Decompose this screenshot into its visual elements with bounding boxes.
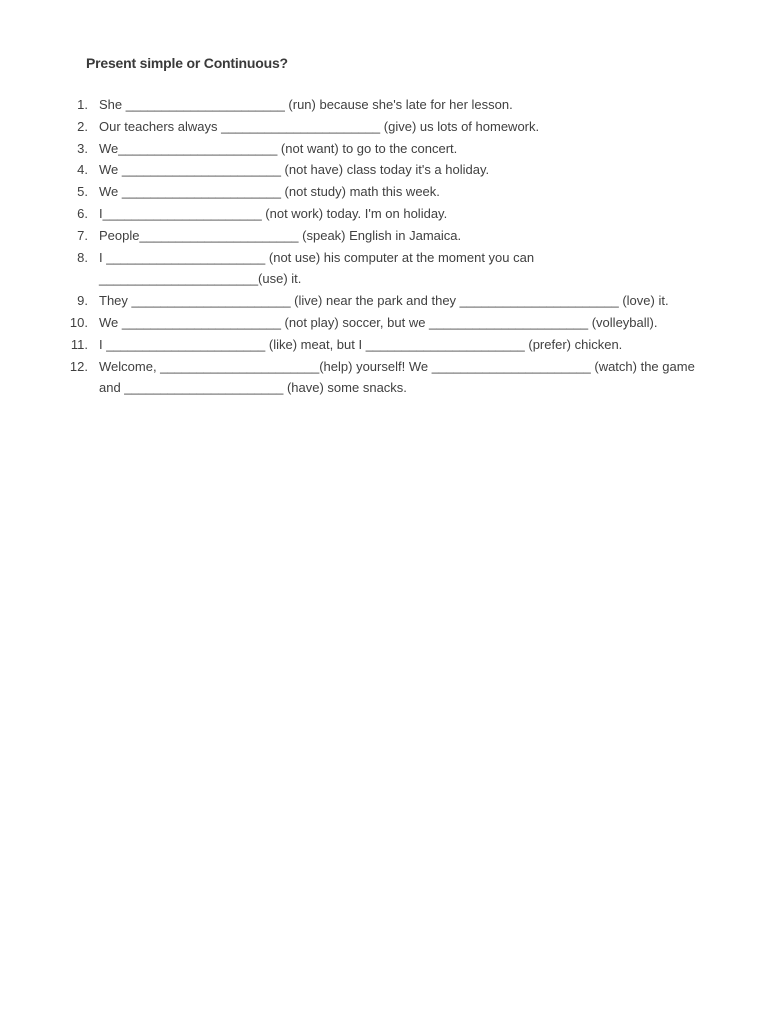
list-item (0, 312, 768, 334)
list-item (0, 290, 768, 312)
list-item (0, 116, 768, 138)
list-item (0, 334, 768, 356)
list-item (0, 138, 768, 160)
item-number: 5. (77, 184, 88, 200)
list-item (0, 247, 768, 269)
item-text: They ______________________ (live) near the park and they ______________________ (love) it. (99, 293, 669, 309)
item-text: We______________________ (not want) to go to the concert. (99, 140, 458, 156)
item-number: 6. (77, 205, 88, 221)
page-title: Present simple or Continuous? (86, 55, 288, 71)
item-number: 10. (69, 314, 88, 330)
item-number: 1. (77, 97, 88, 112)
exercise-list (0, 94, 768, 399)
item-number: 4. (77, 162, 88, 178)
item-text-continuation: and ______________________ (have) some snacks. (99, 380, 407, 396)
item-text: We ______________________ (not play) soccer, but we ______________________ (volleyball). (99, 314, 658, 330)
item-text: Our teachers always ______________________ (give) us lots of homework. (99, 118, 540, 134)
list-item-continuation (0, 268, 768, 290)
item-number: 3. (77, 140, 88, 156)
item-number: 11. (70, 336, 88, 352)
item-text-continuation: ______________________(use) it. (99, 271, 302, 287)
list-item-continuation (0, 377, 768, 399)
list-item (0, 225, 768, 247)
list-item (0, 94, 768, 116)
item-number: 8. (77, 249, 88, 265)
list-item (0, 181, 768, 203)
item-number: 9. (77, 293, 88, 309)
item-text: Welcome, ______________________(help) yourself! We ______________________ (watch) the game (99, 358, 695, 374)
list-item (0, 203, 768, 225)
item-text: We ______________________ (not have) class today it's a holiday. (99, 162, 490, 178)
list-item (0, 159, 768, 181)
item-text: People______________________ (speak) English in Jamaica. (99, 227, 462, 243)
item-number: 7. (77, 227, 88, 243)
item-text: I______________________ (not work) today. I'm on holiday. (99, 205, 448, 221)
item-number: 2. (77, 118, 88, 134)
item-text: She ______________________ (run) because she's late for her lesson. (99, 97, 513, 112)
item-text: We ______________________ (not study) math this week. (99, 184, 440, 200)
list-item (0, 356, 768, 378)
item-text: I ______________________ (like) meat, but I ______________________ (prefer) chicken. (99, 336, 623, 352)
item-number: 12. (69, 358, 88, 374)
item-text: I ______________________ (not use) his computer at the moment you can (99, 249, 535, 265)
